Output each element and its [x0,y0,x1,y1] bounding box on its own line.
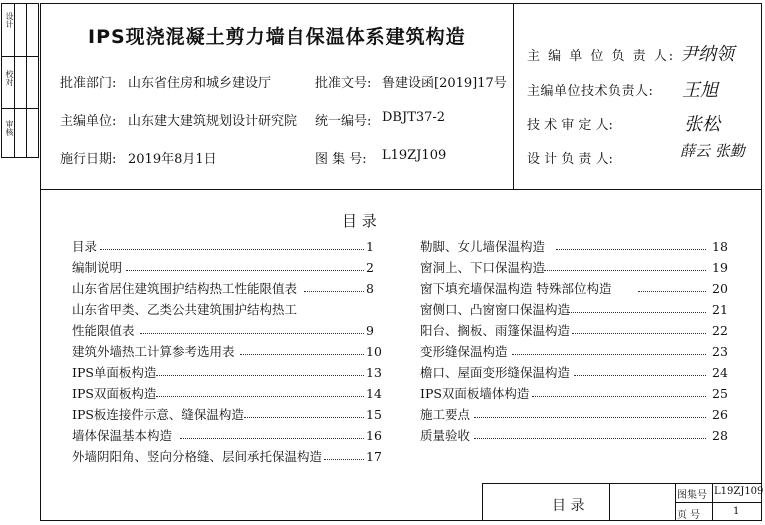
chief-unit: 山东建大建筑规划设计研究院 [128,114,298,129]
atlas-number-label: 图集号 [677,490,707,501]
atlas-title: IPS现浇混凝土剪力墙自保温体系建筑构造 [88,26,466,48]
toc-right-column [420,236,728,446]
toc-entry[interactable]: 墙体保温基本构造 16 [72,428,382,443]
toc-entry[interactable]: IPS单面板构造 13 [72,365,382,380]
approve-no-label: 批准文号: [315,76,372,91]
toc-entry[interactable]: 施工要点 26 [420,407,728,422]
effective-date: 2019年8月1日 [128,152,217,167]
toc-entry[interactable]: IPS双面板墙体构造 25 [420,386,728,401]
atlas-number-value: L19ZJ109 [714,486,764,497]
toc-entry[interactable]: 窗侧口、凸窗窗口保温构造 21 [420,302,728,317]
toc-left-column [72,236,380,467]
unified-no-label: 统一编号: [315,114,372,129]
toc-entry[interactable]: 质量验收 28 [420,428,728,443]
toc-entry[interactable]: 檐口、屋面变形缝保温构造 24 [420,365,728,380]
atlas-no: L19ZJ109 [382,148,447,163]
approve-dept: 山东省住房和城乡建设厅 [128,76,272,91]
toc-entry[interactable]: 山东省居住建筑围护结构热工性能限值表 8 [72,281,374,296]
toc-entry[interactable]: 变形缝保温构造 23 [420,344,728,359]
sig-review: 张松 [684,114,720,135]
toc-entry[interactable]: 山东省甲类、乙类公共建筑围护结构热工 [72,302,298,317]
signature-divider [513,3,514,190]
approve-dept-label: 批准部门: [60,76,117,91]
sig-tech: 王旭 [682,80,718,101]
header-divider [40,189,762,190]
sig-label-review: 技 术 审 定 人: [527,118,613,133]
title-block-name: 目 录 [552,498,585,514]
toc-entry[interactable]: 性能限值表 9 [72,323,374,338]
sig-label-design: 设 计 负 责 人: [527,152,613,167]
toc-entry[interactable]: 窗下填充墙保温构造 特殊部位构造 20 [420,281,728,296]
toc-entry[interactable]: 目录 1 [72,239,374,254]
toc-entry[interactable]: IPS双面板构造 14 [72,386,382,401]
unified-no: DBJT37-2 [382,110,446,125]
toc-entry[interactable]: 外墙阴阳角、竖向分格缝、层间承托保温构造 17 [72,449,382,464]
toc-entry[interactable]: 建筑外墙热工计算参考选用表 10 [72,344,382,359]
side-approval-strip [1,3,39,158]
sig-chief: 尹纳领 [680,44,734,65]
page-number-value: 1 [733,506,740,517]
sig-design: 薛云 张勤 [680,142,745,160]
toc-title: 目 录 [342,212,377,230]
page-number-label: 页 号 [677,510,701,521]
toc-entry[interactable]: IPS板连接件示意、缝保温构造 15 [72,407,382,422]
toc-entry[interactable]: 编制说明 2 [72,260,374,275]
approve-no: 鲁建设函[2019]17号 [382,76,507,91]
chief-unit-label: 主编单位: [60,114,117,129]
toc-entry[interactable]: 窗洞上、下口保温构造 19 [420,260,728,275]
sig-label-chief: 主 编 单 位 负 责 人: [527,49,676,64]
toc-entry[interactable]: 勒脚、女儿墙保温构造 18 [420,239,728,254]
side-cell-design: 设计 [5,12,14,28]
side-cell-review: 审核 [5,120,14,136]
side-cell-check: 校对 [5,70,14,86]
sig-label-tech: 主编单位技术负责人: [527,84,654,99]
toc-entry[interactable]: 阳台、搁板、雨篷保温构造 22 [420,323,728,338]
atlas-no-label: 图 集 号: [315,152,367,167]
date-label: 施行日期: [60,152,117,167]
